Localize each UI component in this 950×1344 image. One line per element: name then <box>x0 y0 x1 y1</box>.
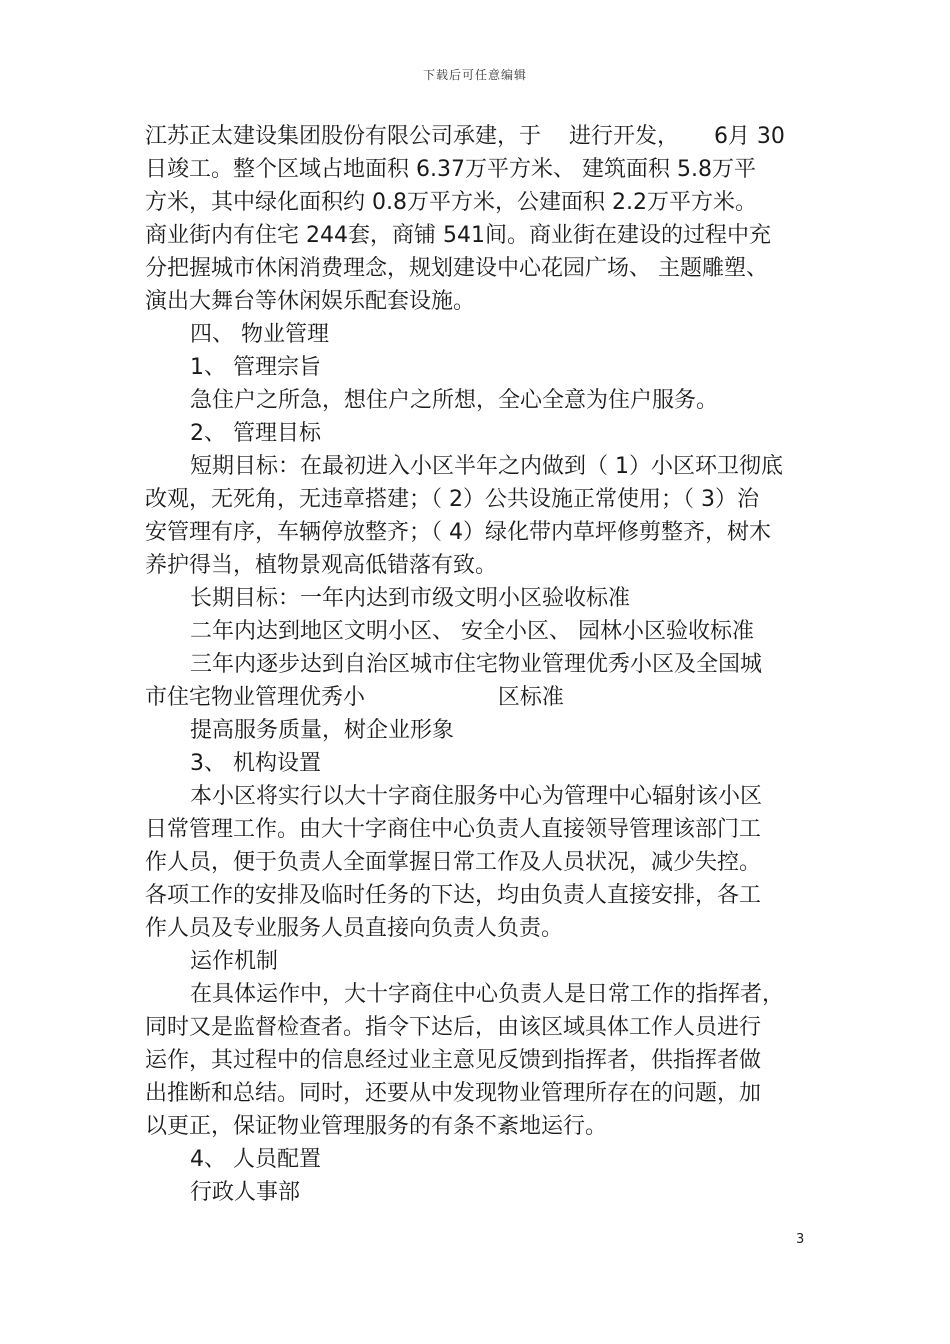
operation-mechanism-line: 出推断和总结。同时，还要从中发现物业管理所存在的问题，加 <box>145 1081 762 1106</box>
subheading-management-goals: 2、 管理目标 <box>190 421 321 446</box>
page-number: 3 <box>796 1232 805 1247</box>
organization-line: 作人员及专业服务人员直接向负责人负责。 <box>145 916 564 941</box>
project-intro-line: 方米，其中绿化面积约 0.8万平方米，公建面积 2.2万平方米。 <box>145 190 757 215</box>
project-intro-line: 演出大舞台等休闲娱乐配套设施。 <box>145 289 476 314</box>
operation-mechanism-line: 在具体运作中，大十字商住中心负责人是日常工作的指挥者， <box>190 982 785 1007</box>
project-intro-line: 商业街内有住宅 244套，商铺 541间。商业街在建设的过程中充 <box>145 223 771 248</box>
long-term-goal: 长期目标：一年内达到市级文明小区验收标准 <box>190 586 631 611</box>
management-purpose-text: 急住户之所急，想住户之所想，全心全意为住户服务。 <box>190 388 719 413</box>
short-term-goal-line: 养护得当，植物景观高低错落有致。 <box>145 553 498 578</box>
section-heading-property-management: 四、 物业管理 <box>190 322 329 347</box>
short-term-goal-line: 改观，无死角，无违章搭建；（ 2）公共设施正常使用；（ 3）治 <box>145 487 759 512</box>
subheading-organization: 3、 机构设置 <box>190 751 321 776</box>
page-header: 下载后可任意编辑 <box>422 68 527 82</box>
admin-department: 行政人事部 <box>190 1180 301 1205</box>
project-intro-line: 日竣工。整个区域占地面积 6.37万平方米、 建筑面积 5.8万平 <box>145 157 756 182</box>
subheading-management-purpose: 1、 管理宗旨 <box>190 355 321 380</box>
document-body <box>145 120 810 1209</box>
three-year-goal-line: 三年内逐步达到自治区城市住宅物业管理优秀小区及全国城 <box>190 652 763 677</box>
subheading-staffing: 4、 人员配置 <box>190 1147 321 1172</box>
project-intro-line: 分把握城市休闲消费理念，规划建设中心花园广场、 主题雕塑、 <box>145 256 768 281</box>
short-term-goal-line: 短期目标：在最初进入小区半年之内做到（ 1）小区环卫彻底 <box>190 454 783 479</box>
organization-line: 日常管理工作。由大十字商住中心负责人直接领导管理该部门工 <box>145 817 762 842</box>
organization-line: 作人员，便于负责人全面掌握日常工作及人员状况，减少失控。 <box>145 850 762 875</box>
short-term-goal-line: 安管理有序，车辆停放整齐；（ 4）绿化带内草坪修剪整齐，树木 <box>145 520 771 545</box>
two-year-goal: 二年内达到地区文明小区、 安全小区、 园林小区验收标准 <box>190 619 754 644</box>
service-quality-goal: 提高服务质量，树企业形象 <box>190 718 455 743</box>
subheading-operation-mechanism: 运作机制 <box>190 949 279 974</box>
three-year-goal-line: 市住宅物业管理优秀小 区标准 <box>145 685 564 710</box>
organization-line: 本小区将实行以大十字商住服务中心为管理中心辐射该小区 <box>190 784 763 809</box>
organization-line: 各项工作的安排及临时任务的下达，均由负责人直接安排，各工 <box>145 883 762 908</box>
operation-mechanism-line: 运作，其过程中的信息经过业主意见反馈到指挥者，供指挥者做 <box>145 1048 762 1073</box>
operation-mechanism-line: 同时又是监督检查者。指令下达后，由该区域具体工作人员进行 <box>145 1015 762 1040</box>
project-intro-line: 江苏正太建设集团股份有限公司承建，于 进行开发， 6月 30 <box>145 124 785 149</box>
operation-mechanism-line: 以更正，保证物业管理服务的有条不紊地运行。 <box>145 1114 608 1139</box>
